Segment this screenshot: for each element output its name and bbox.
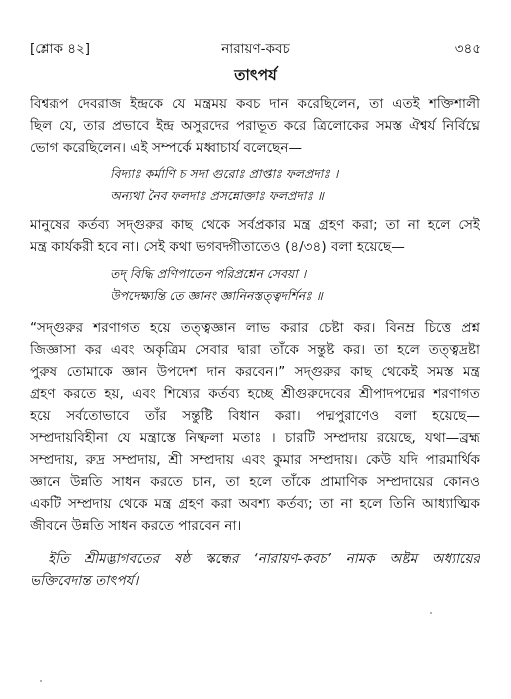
section-title: তাৎপর্য <box>234 66 277 84</box>
gita-verse-line: উপদেক্ষ্যন্তি তে জ্ঞানং জ্ঞানিনস্তত্ত্বদর্শিনঃ ॥ <box>110 288 323 303</box>
print-speck <box>430 612 432 614</box>
paragraph-1-line: ছিল যে, তার প্রভাবে ইন্দ্র অসুরদের পরাভূত করে ত্রিলোকের সমস্ত ঐশ্বর্য নির্বিঘ্নে <box>30 118 480 134</box>
paragraph-3-line: সম্প্রদায়বিহীনা যে মন্ত্রাস্তে নিষ্ফলা মতাঃ । চারটি সম্প্রদায় রয়েছে, যথা—ব্রহ্ম <box>30 430 480 446</box>
paragraph-1-line: ভোগ করেছিলেন। এই সম্পর্কে মধ্বাচার্য বলেছেন— <box>30 140 303 156</box>
paragraph-2-line: মন্ত্র কার্যকরী হবে না। সেই কথা ভগবদ্গীতাতেও (৪/৩৪) বলা হয়েছে— <box>30 239 405 255</box>
paragraph-3-line: হয়ে সর্বতোভাবে তাঁর সন্তুষ্টি বিধান করা। পদ্মপুরাণেও বলা হয়েছে— <box>30 408 480 424</box>
gita-verse-line: তদ্ বিদ্ধি প্রণিপাতেন পরিপ্রশ্নেন সেবয়া । <box>110 266 307 281</box>
paragraph-3-line: গ্রহণ করতে হয়, এবং শিষ্যের কর্তব্য হচ্ছে শ্রীগুরুদেবের শ্রীপাদপদ্মের শরণাগত <box>30 386 480 402</box>
paragraph-2-line: মানুষের কর্তব্য সদ্গুরুর কাছ থেকে সর্বপ্রকার মন্ত্র গ্রহণ করা; তা না হলে সেই <box>30 217 480 233</box>
paragraph-3-line: জীবনে উন্নতি সাধন করতে পারবেন না। <box>30 518 242 534</box>
paragraph-3-line: “সদ্গুরুর শরণাগত হয়ে তত্ত্বজ্ঞান লাভ করার চেষ্টা কর। বিনম্র চিত্তে প্রশ্ন <box>30 320 480 336</box>
header-chapter-title: নারায়ণ-কবচ <box>221 41 290 57</box>
header-page-number: ৩৪৫ <box>454 41 481 57</box>
chapter-closing-line: ইতি শ্রীমদ্ভাগবতের ষষ্ঠ স্কন্ধের ‘নারায়ণ-কবচ’ নামক অষ্টম অধ্যায়ের <box>48 551 480 567</box>
paragraph-3-line: জ্ঞানে উন্নতি সাধন করতে চান, তা হলে তাঁকে প্রামাণিক সম্প্রদায়ের কোনও <box>30 474 480 490</box>
chapter-closing-line: ভক্তিবেদান্ত তাৎপর্য। <box>30 573 139 589</box>
sanskrit-verse-line: অন্যথা নৈব ফলদাঃ প্রসন্নোক্তাঃ ফলপ্রদাঃ ॥ <box>110 188 324 203</box>
print-speck <box>40 680 42 682</box>
paragraph-3-line: সম্প্রদায়, রুদ্র সম্প্রদায়, শ্রী সম্প্রদায় এবং কুমার সম্প্রদায়। কেউ যদি পারমার্থিক <box>30 452 480 468</box>
sanskrit-verse-line: বিদ্যাঃ কর্মাণি চ সদা গুরোঃ প্রাপ্তাঃ ফলপ্রদাঃ । <box>110 166 339 181</box>
paragraph-1-line: বিশ্বরূপ দেবরাজ ইন্দ্রকে যে মন্ত্রময় কবচ দান করেছিলেন, তা এতই শক্তিশালী <box>30 96 480 112</box>
header-verse-ref: [শ্লোক ৪২] <box>30 41 91 57</box>
paragraph-3-line: পুরুষ তোমাকে জ্ঞান উপদেশ দান করবেন।” সদ্গুরুর কাছ থেকেই সমস্ত মন্ত্র <box>30 364 480 380</box>
paragraph-3-line: একটি সম্প্রদায় থেকে মন্ত্র গ্রহণ করা অবশ্য কর্তব্য; তা না হলে তিনি আধ্যাত্মিক <box>30 496 480 512</box>
paragraph-3-line: জিজ্ঞাসা কর এবং অকৃত্রিম সেবার দ্বারা তাঁকে সন্তুষ্ট কর। তা হলে তত্ত্বদ্রষ্টা <box>30 342 480 358</box>
